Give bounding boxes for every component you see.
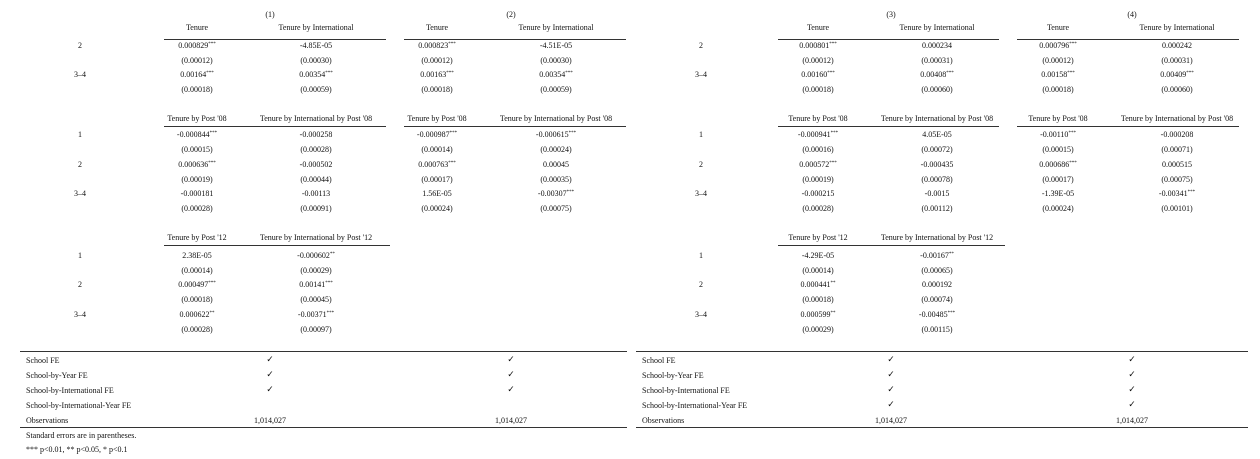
row-label: 2	[699, 280, 703, 289]
coefficient-value: -0.00371	[297, 310, 327, 319]
column-header: Tenure	[1046, 23, 1070, 32]
significance-stars: ***	[1187, 190, 1196, 195]
coefficient-value: -0.0015	[924, 189, 950, 198]
coefficient-value: 0.000497	[178, 280, 209, 289]
header-rule	[164, 126, 386, 127]
standard-error: (0.00097)	[300, 325, 332, 334]
coefficient-cell	[180, 70, 214, 80]
coefficient-value: 0.000801	[799, 41, 830, 50]
significance-stars: ***	[568, 131, 577, 136]
coefficient-cell	[536, 130, 576, 140]
standard-error: (0.00028)	[300, 145, 332, 154]
significance-stars: ***	[1186, 71, 1194, 76]
coefficient-cell	[919, 310, 955, 320]
coefficient-value: 0.000234	[922, 41, 952, 50]
standard-error: (0.00012)	[802, 56, 834, 65]
standard-error: (0.00014)	[802, 266, 834, 275]
standard-error: (0.00015)	[1042, 145, 1074, 154]
significance-stars: ***	[566, 190, 575, 195]
coefficient-cell	[417, 130, 457, 140]
coefficient-cell	[538, 189, 574, 199]
coefficient-value: -0.00167	[920, 251, 949, 260]
coefficient-cell	[922, 280, 952, 290]
coefficient-value: -1.39E-05	[1041, 189, 1075, 198]
coefficient-cell	[922, 130, 952, 140]
coefficient-cell	[1162, 160, 1192, 170]
significance-stars: ***	[325, 71, 333, 76]
standard-error: (0.00017)	[1042, 175, 1074, 184]
row-label: 3–4	[695, 310, 707, 319]
standard-error: (0.00029)	[300, 266, 332, 275]
standard-error: (0.00031)	[921, 56, 953, 65]
check-mark: ✓	[1128, 400, 1136, 410]
coefficient-value: 0.000192	[922, 280, 952, 289]
coefficient-value: -0.00110	[1040, 130, 1069, 139]
row-label: 3–4	[74, 70, 86, 79]
significance-stars: **	[830, 281, 836, 286]
column-header: Tenure by Post '12	[788, 233, 848, 242]
significance-stars: ***	[206, 71, 214, 76]
row-label: 2	[78, 160, 82, 169]
standard-error: (0.00024)	[421, 204, 453, 213]
observations-label: Observations	[642, 416, 685, 425]
significance-stars: ***	[947, 311, 956, 316]
coefficient-value: 0.00164	[180, 70, 207, 79]
coefficient-value: -0.000502	[299, 160, 333, 169]
coefficient-cell	[798, 130, 838, 140]
coefficient-cell	[299, 280, 333, 290]
fe-label: School-by-Year FE	[642, 371, 704, 380]
header-rule	[404, 39, 626, 40]
fe-label: School FE	[26, 356, 60, 365]
coefficient-cell	[1042, 189, 1074, 199]
coefficient-cell	[1160, 70, 1194, 80]
coefficient-cell	[799, 41, 837, 51]
coefficient-value: 0.000242	[1162, 41, 1192, 50]
check-mark: ✓	[887, 385, 895, 395]
coefficient-cell	[300, 160, 333, 170]
coefficient-cell	[920, 251, 954, 261]
column-header: Tenure	[425, 23, 449, 32]
column-header: Tenure by International by Post '08	[880, 114, 994, 123]
check-mark: ✓	[266, 385, 274, 395]
column-header: Tenure by Post '08	[1028, 114, 1088, 123]
row-label: 1	[78, 251, 82, 260]
coefficient-value: -0.000602	[297, 251, 330, 260]
coefficient-value: 0.00409	[1160, 70, 1187, 79]
coefficient-value: -0.00113	[301, 189, 331, 198]
significance-stars: ***	[946, 71, 954, 76]
header-rule	[1017, 126, 1239, 127]
coefficient-value: -0.000181	[180, 189, 214, 198]
standard-error: (0.00075)	[540, 204, 572, 213]
standard-error: (0.00112)	[921, 204, 953, 213]
standard-error: (0.00019)	[802, 175, 834, 184]
coefficient-cell	[1162, 41, 1192, 51]
section-rule	[636, 351, 1248, 352]
header-rule	[778, 126, 999, 127]
coefficient-cell	[801, 310, 836, 320]
column-header: Tenure by Post '08	[167, 114, 227, 123]
column-header: Tenure by Post '08	[407, 114, 467, 123]
significance-stars: ***	[448, 42, 456, 47]
coefficient-value: 2.38E-05	[182, 251, 212, 260]
check-mark: ✓	[1128, 370, 1136, 380]
column-header: Tenure by Post '12	[167, 233, 227, 242]
coefficient-value: 1.56E-05	[422, 189, 452, 198]
coefficient-value: -4.85E-05	[299, 41, 333, 50]
coefficient-cell	[299, 70, 333, 80]
coefficient-value: 0.000796	[1039, 41, 1070, 50]
coefficient-value: 0.00141	[299, 280, 326, 289]
column-header: Tenure	[185, 23, 209, 32]
coefficient-value: 0.00163	[420, 70, 447, 79]
standard-error: (0.00024)	[540, 145, 572, 154]
check-mark: ✓	[1128, 385, 1136, 395]
column-header: Tenure by International by Post '12	[880, 233, 994, 242]
column-header: Tenure by International by Post '08	[1120, 114, 1234, 123]
header-rule	[778, 245, 1005, 246]
coefficient-cell	[1039, 41, 1077, 51]
row-label: 3–4	[695, 70, 707, 79]
header-rule	[1017, 39, 1239, 40]
standard-error: (0.00071)	[1161, 145, 1193, 154]
coefficient-value: -0.000844	[176, 130, 210, 139]
standard-error: (0.00018)	[1042, 85, 1074, 94]
coefficient-value: -0.000615	[535, 130, 569, 139]
significance-stars: ***	[208, 42, 216, 47]
coefficient-cell	[539, 70, 573, 80]
standard-error: (0.00012)	[181, 56, 213, 65]
coefficient-value: -4.51E-05	[539, 41, 573, 50]
coefficient-cell	[925, 189, 950, 199]
standard-error: (0.00072)	[921, 145, 953, 154]
coefficient-cell	[420, 70, 454, 80]
coefficient-cell	[178, 280, 216, 290]
standard-error: (0.00024)	[1042, 204, 1074, 213]
coefficient-value: 0.000599	[800, 310, 831, 319]
significance-stars: ***	[1069, 161, 1077, 166]
column-header: Tenure by International by Post '08	[259, 114, 373, 123]
fe-label: School-by-International-Year FE	[642, 401, 748, 410]
check-mark: ✓	[887, 370, 895, 380]
column-header: Tenure by International	[278, 23, 354, 32]
column-header: Tenure by International	[899, 23, 975, 32]
standard-error: (0.00059)	[540, 85, 572, 94]
coefficient-value: 4.05E-05	[922, 130, 952, 139]
column-header: Tenure by International by Post '12	[259, 233, 373, 242]
spec-label: (1)	[265, 10, 275, 19]
standard-error: (0.00018)	[802, 295, 834, 304]
standard-error: (0.00012)	[421, 56, 453, 65]
standard-error: (0.00060)	[921, 85, 953, 94]
fe-label: School-by-Year FE	[26, 371, 88, 380]
coefficient-cell	[178, 160, 216, 170]
coefficient-value: -0.000208	[1160, 130, 1194, 139]
column-header: Tenure	[806, 23, 830, 32]
check-mark: ✓	[507, 370, 515, 380]
check-mark: ✓	[887, 400, 895, 410]
coefficient-cell	[540, 41, 572, 51]
coefficient-cell	[298, 310, 334, 320]
coefficient-cell	[182, 251, 212, 261]
coefficient-cell	[181, 189, 214, 199]
coefficient-value: 0.000686	[1039, 160, 1070, 169]
coefficient-value: -0.000941	[797, 130, 831, 139]
coefficient-value: 0.00160	[801, 70, 828, 79]
row-label: 1	[78, 130, 82, 139]
column-header: Tenure by Post '08	[788, 114, 848, 123]
fe-label: School-by-International FE	[26, 386, 114, 395]
table-note: Standard errors are in parentheses.	[26, 431, 137, 440]
row-label: 2	[78, 41, 82, 50]
header-rule	[404, 126, 626, 127]
standard-error: (0.00012)	[1042, 56, 1074, 65]
standard-error: (0.00030)	[540, 56, 572, 65]
coefficient-value: -0.000258	[299, 130, 333, 139]
header-rule	[778, 39, 999, 40]
standard-error: (0.00014)	[421, 145, 453, 154]
check-mark: ✓	[266, 355, 274, 365]
coefficient-value: 0.00354	[539, 70, 566, 79]
coefficient-cell	[1041, 70, 1075, 80]
standard-error: (0.00018)	[802, 85, 834, 94]
standard-error: (0.00078)	[921, 175, 953, 184]
coefficient-value: 0.00158	[1041, 70, 1068, 79]
row-label: 3–4	[695, 189, 707, 198]
observations-value: 1,014,027	[1116, 416, 1148, 425]
standard-error: (0.00044)	[300, 175, 332, 184]
significance-stars: **	[209, 311, 215, 316]
standard-error: (0.00030)	[300, 56, 332, 65]
significance-stars: ***	[208, 281, 216, 286]
standard-error: (0.00019)	[181, 175, 213, 184]
standard-error: (0.00101)	[1161, 204, 1193, 213]
standard-error: (0.00015)	[181, 145, 213, 154]
significance-stars: ***	[1067, 71, 1075, 76]
standard-error: (0.00091)	[300, 204, 332, 213]
coefficient-cell	[300, 130, 333, 140]
observations-value: 1,014,027	[875, 416, 907, 425]
coefficient-cell	[1040, 130, 1076, 140]
coefficient-cell	[802, 189, 835, 199]
coefficient-value: 0.000515	[1162, 160, 1192, 169]
observations-label: Observations	[26, 416, 69, 425]
significance-stars: ***	[209, 131, 218, 136]
standard-error: (0.00018)	[181, 295, 213, 304]
row-label: 2	[699, 41, 703, 50]
coefficient-value: 0.00354	[299, 70, 326, 79]
coefficient-cell	[801, 280, 836, 290]
coefficient-cell	[1161, 130, 1194, 140]
standard-error: (0.00028)	[181, 325, 213, 334]
significance-stars: ***	[446, 71, 454, 76]
coefficient-value: 0.00045	[543, 160, 569, 169]
coefficient-value: 0.000572	[799, 160, 830, 169]
coefficient-cell	[178, 41, 216, 51]
significance-stars: ***	[565, 71, 573, 76]
standard-error: (0.00018)	[421, 85, 453, 94]
coefficient-value: 0.000622	[179, 310, 210, 319]
standard-error: (0.00065)	[921, 266, 953, 275]
significance-stars: ***	[829, 42, 837, 47]
coefficient-value: 0.000441	[800, 280, 831, 289]
header-rule	[164, 39, 386, 40]
coefficient-cell	[801, 70, 835, 80]
fe-label: School-by-International FE	[642, 386, 730, 395]
standard-error: (0.00115)	[921, 325, 953, 334]
coefficient-value: -0.00307	[537, 189, 567, 198]
coefficient-value: -4.29E-05	[801, 251, 835, 260]
coefficient-cell	[1039, 160, 1077, 170]
row-label: 3–4	[74, 310, 86, 319]
coefficient-cell	[297, 251, 335, 261]
check-mark: ✓	[507, 385, 515, 395]
coefficient-value: 0.000829	[178, 41, 209, 50]
standard-error: (0.00074)	[921, 295, 953, 304]
standard-error: (0.00035)	[540, 175, 572, 184]
standard-error: (0.00045)	[300, 295, 332, 304]
section-rule	[20, 351, 627, 352]
coefficient-cell	[177, 130, 217, 140]
significance-stars: ***	[448, 161, 456, 166]
coefficient-cell	[802, 251, 834, 261]
coefficient-cell	[302, 189, 330, 199]
significance-stars: ***	[1069, 42, 1077, 47]
coefficient-cell	[300, 41, 332, 51]
coefficient-cell	[543, 160, 569, 170]
significance-note: *** p<0.01, ** p<0.05, * p<0.1	[26, 445, 128, 454]
significance-stars: ***	[829, 161, 837, 166]
coefficient-cell	[180, 310, 215, 320]
standard-error: (0.00017)	[421, 175, 453, 184]
coefficient-value: 0.000636	[178, 160, 209, 169]
standard-error: (0.00060)	[1161, 85, 1193, 94]
header-rule	[164, 245, 390, 246]
standard-error: (0.00016)	[802, 145, 834, 154]
spec-label: (3)	[886, 10, 896, 19]
standard-error: (0.00028)	[181, 204, 213, 213]
row-label: 2	[78, 280, 82, 289]
check-mark: ✓	[1128, 355, 1136, 365]
coefficient-value: -0.000435	[920, 160, 954, 169]
check-mark: ✓	[266, 370, 274, 380]
significance-stars: ***	[325, 281, 333, 286]
significance-stars: **	[948, 252, 954, 257]
row-label: 1	[699, 251, 703, 260]
fe-label: School FE	[642, 356, 676, 365]
coefficient-value: 0.00408	[920, 70, 947, 79]
coefficient-cell	[920, 70, 954, 80]
significance-stars: ***	[326, 311, 335, 316]
coefficient-value: -0.000987	[416, 130, 450, 139]
coefficient-value: -0.00341	[1158, 189, 1188, 198]
significance-stars: ***	[208, 161, 216, 166]
significance-stars: **	[830, 311, 836, 316]
standard-error: (0.00029)	[802, 325, 834, 334]
significance-stars: ***	[1068, 131, 1076, 136]
row-label: 3–4	[74, 189, 86, 198]
bottom-rule	[20, 427, 627, 428]
standard-error: (0.00018)	[181, 85, 213, 94]
observations-value: 1,014,027	[495, 416, 527, 425]
coefficient-value: -0.000215	[801, 189, 835, 198]
check-mark: ✓	[507, 355, 515, 365]
observations-value: 1,014,027	[254, 416, 286, 425]
column-header: Tenure by International	[1139, 23, 1215, 32]
check-mark: ✓	[887, 355, 895, 365]
coefficient-value: 0.000763	[418, 160, 449, 169]
coefficient-cell	[922, 41, 952, 51]
significance-stars: **	[329, 252, 335, 257]
standard-error: (0.00028)	[802, 204, 834, 213]
significance-stars: ***	[449, 131, 458, 136]
column-header: Tenure by International by Post '08	[499, 114, 613, 123]
coefficient-cell	[418, 41, 456, 51]
row-label: 1	[699, 130, 703, 139]
coefficient-cell	[921, 160, 954, 170]
coefficient-cell	[799, 160, 837, 170]
standard-error: (0.00014)	[181, 266, 213, 275]
significance-stars: ***	[830, 131, 839, 136]
significance-stars: ***	[827, 71, 835, 76]
spec-label: (2)	[506, 10, 516, 19]
bottom-rule	[636, 427, 1248, 428]
standard-error: (0.00059)	[300, 85, 332, 94]
standard-error: (0.00031)	[1161, 56, 1193, 65]
coefficient-value: -0.00485	[918, 310, 948, 319]
row-label: 2	[699, 160, 703, 169]
coefficient-cell	[418, 160, 456, 170]
column-header: Tenure by International	[518, 23, 594, 32]
coefficient-cell	[1159, 189, 1195, 199]
fe-label: School-by-International-Year FE	[26, 401, 132, 410]
spec-label: (4)	[1127, 10, 1137, 19]
standard-error: (0.00075)	[1161, 175, 1193, 184]
coefficient-cell	[422, 189, 452, 199]
coefficient-value: 0.000823	[418, 41, 449, 50]
